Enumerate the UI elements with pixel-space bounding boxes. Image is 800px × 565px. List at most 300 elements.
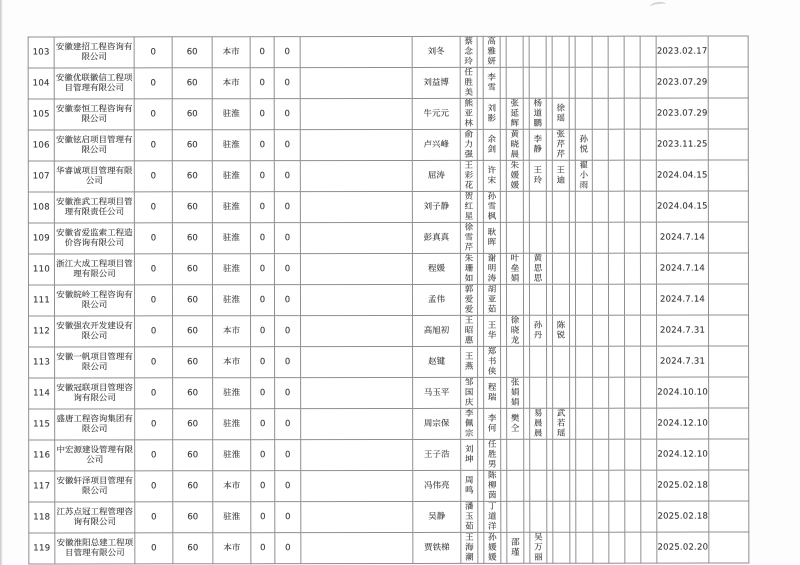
empty-name-cell bbox=[529, 36, 546, 67]
person-name-cell: 马玉平 bbox=[413, 377, 461, 408]
empty-name-cell bbox=[576, 377, 593, 408]
score-cell-3: 0 bbox=[250, 99, 274, 130]
empty-name-cell bbox=[553, 470, 570, 501]
empty-cell bbox=[608, 253, 624, 284]
company-name-cell: 安徽轩泽项目管理有限公司 bbox=[55, 471, 135, 502]
location-cell: 本市 bbox=[212, 37, 250, 68]
row-number-cell: 118 bbox=[29, 502, 55, 533]
score-cell-3: 0 bbox=[250, 161, 274, 192]
person-name-cell: 屈涛 bbox=[412, 160, 460, 191]
score-cell-1: 0 bbox=[134, 161, 172, 192]
vertical-name-cell: 蔡念玲 bbox=[460, 36, 477, 67]
empty-trailing-cell bbox=[708, 253, 748, 284]
table-row bbox=[28, 36, 748, 68]
vertical-name-cell: 许宋 bbox=[483, 160, 500, 191]
empty-cell bbox=[625, 470, 641, 501]
table-row bbox=[29, 315, 749, 347]
date-cell: 2024.7.14 bbox=[656, 284, 708, 315]
table-row bbox=[29, 408, 749, 440]
empty-cell bbox=[624, 160, 640, 191]
score-cell-2: 60 bbox=[172, 285, 212, 316]
location-cell: 本市 bbox=[212, 68, 250, 99]
score-cell-2: 60 bbox=[172, 130, 212, 161]
empty-name-cell bbox=[553, 346, 570, 377]
empty-name-cell bbox=[552, 191, 569, 222]
vertical-name-cell: 高雅妍 bbox=[483, 36, 500, 67]
score-cell-3: 0 bbox=[251, 471, 275, 502]
empty-wide-cell bbox=[301, 315, 413, 346]
empty-cell bbox=[640, 67, 656, 98]
score-cell-2: 60 bbox=[173, 471, 213, 502]
score-cell-2: 60 bbox=[172, 223, 212, 254]
score-cell-4: 0 bbox=[275, 502, 301, 533]
table-row bbox=[29, 532, 749, 564]
location-cell: 驻淮 bbox=[212, 99, 250, 130]
empty-trailing-cell bbox=[708, 284, 748, 315]
row-number-cell: 116 bbox=[29, 440, 55, 471]
empty-name-cell bbox=[575, 98, 592, 129]
row-number-cell: 119 bbox=[29, 533, 55, 564]
empty-cell bbox=[624, 284, 640, 315]
score-cell-1: 0 bbox=[135, 347, 173, 378]
score-cell-1: 0 bbox=[134, 68, 172, 99]
vertical-name-cell: 张延辉 bbox=[506, 98, 523, 129]
location-cell: 驻淮 bbox=[213, 502, 251, 533]
vertical-name-cell: 潘玉茹 bbox=[461, 501, 478, 532]
vertical-name-cell: 刘坤 bbox=[461, 439, 478, 470]
date-cell: 2023.07.29 bbox=[656, 67, 708, 98]
person-name-cell: 刘冬 bbox=[412, 36, 460, 67]
vertical-name-cell: 张娟娟 bbox=[507, 377, 524, 408]
empty-name-cell bbox=[553, 377, 570, 408]
empty-cell bbox=[640, 284, 656, 315]
empty-name-cell bbox=[507, 470, 524, 501]
person-name-cell: 刘益博 bbox=[412, 67, 460, 98]
empty-name-cell bbox=[507, 346, 524, 377]
empty-trailing-cell bbox=[709, 439, 749, 470]
score-cell-2: 60 bbox=[173, 378, 213, 409]
vertical-name-cell: 黄晓晨 bbox=[506, 129, 523, 160]
empty-cell bbox=[608, 129, 624, 160]
table-row bbox=[28, 222, 748, 254]
empty-name-cell bbox=[529, 222, 546, 253]
empty-trailing-cell bbox=[709, 315, 749, 346]
company-roster-table bbox=[28, 35, 750, 564]
date-cell: 2024.12.10 bbox=[657, 408, 709, 439]
row-number-cell: 105 bbox=[28, 99, 54, 130]
empty-cell bbox=[593, 439, 609, 470]
location-cell: 驻淮 bbox=[212, 285, 250, 316]
score-cell-1: 0 bbox=[135, 409, 173, 440]
empty-wide-cell bbox=[300, 129, 412, 160]
date-cell: 2025.02.18 bbox=[657, 501, 709, 532]
empty-cell bbox=[624, 36, 640, 67]
empty-cell bbox=[624, 98, 640, 129]
empty-name-cell bbox=[576, 408, 593, 439]
empty-name-cell bbox=[576, 470, 593, 501]
row-number-cell: 108 bbox=[28, 192, 54, 223]
empty-name-cell bbox=[576, 315, 593, 346]
empty-name-cell bbox=[552, 67, 569, 98]
empty-name-cell bbox=[507, 439, 524, 470]
empty-name-cell bbox=[575, 253, 592, 284]
vertical-name-cell: 邹国庆 bbox=[461, 377, 478, 408]
empty-cell bbox=[640, 160, 656, 191]
score-cell-3: 0 bbox=[251, 440, 275, 471]
vertical-name-cell: 王华 bbox=[484, 315, 501, 346]
location-cell: 驻淮 bbox=[212, 254, 250, 285]
vertical-name-cell: 耿晖 bbox=[483, 222, 500, 253]
vertical-name-cell: 刘影 bbox=[483, 98, 500, 129]
vertical-name-cell: 王玲 bbox=[529, 160, 546, 191]
empty-name-cell bbox=[576, 501, 593, 532]
row-number-cell: 106 bbox=[28, 130, 54, 161]
empty-trailing-cell bbox=[708, 222, 748, 253]
vertical-name-cell: 王昭惠 bbox=[461, 315, 478, 346]
empty-trailing-cell bbox=[709, 408, 749, 439]
empty-cell bbox=[640, 36, 656, 67]
person-name-cell: 彭真真 bbox=[412, 222, 460, 253]
location-cell: 驻淮 bbox=[212, 223, 250, 254]
empty-name-cell bbox=[576, 532, 593, 563]
score-cell-4: 0 bbox=[274, 68, 300, 99]
empty-name-cell bbox=[530, 346, 547, 377]
row-number-cell: 107 bbox=[28, 161, 54, 192]
empty-cell bbox=[592, 253, 608, 284]
person-name-cell: 周宗保 bbox=[413, 408, 461, 439]
company-name-cell: 安徽冠联项目管理咨询有限公司 bbox=[55, 378, 135, 409]
person-name-cell: 冯伟亮 bbox=[413, 470, 461, 501]
empty-cell bbox=[608, 222, 624, 253]
score-cell-4: 0 bbox=[274, 192, 300, 223]
empty-name-cell bbox=[552, 284, 569, 315]
empty-trailing-cell bbox=[708, 191, 748, 222]
score-cell-1: 0 bbox=[135, 378, 173, 409]
empty-cell bbox=[640, 191, 656, 222]
score-cell-2: 60 bbox=[172, 254, 212, 285]
score-cell-4: 0 bbox=[274, 130, 300, 161]
empty-cell bbox=[608, 67, 624, 98]
roster-table-container bbox=[28, 35, 750, 564]
score-cell-3: 0 bbox=[250, 285, 274, 316]
date-cell: 2024.7.31 bbox=[657, 315, 709, 346]
empty-cell bbox=[608, 284, 624, 315]
empty-cell bbox=[625, 408, 641, 439]
location-cell: 驻淮 bbox=[213, 440, 251, 471]
person-name-cell: 牛元元 bbox=[412, 98, 460, 129]
empty-name-cell bbox=[552, 253, 569, 284]
score-cell-3: 0 bbox=[251, 502, 275, 533]
date-cell: 2024.7.14 bbox=[656, 222, 708, 253]
empty-cell bbox=[593, 501, 609, 532]
empty-name-cell bbox=[575, 284, 592, 315]
person-name-cell: 赵键 bbox=[413, 346, 461, 377]
row-number-cell: 110 bbox=[28, 254, 54, 285]
row-number-cell: 111 bbox=[28, 285, 54, 316]
vertical-name-cell: 王海潮 bbox=[461, 532, 478, 563]
vertical-name-cell: 徐瑶 bbox=[552, 98, 569, 129]
empty-cell bbox=[609, 501, 625, 532]
row-number-cell: 117 bbox=[29, 471, 55, 502]
date-cell: 2024.12.10 bbox=[657, 439, 709, 470]
empty-name-cell bbox=[553, 501, 570, 532]
vertical-name-cell: 翟小雨 bbox=[575, 160, 592, 191]
score-cell-3: 0 bbox=[251, 378, 275, 409]
empty-cell bbox=[592, 129, 608, 160]
vertical-name-cell: 贺红星 bbox=[460, 191, 477, 222]
empty-name-cell bbox=[575, 222, 592, 253]
score-cell-3: 0 bbox=[250, 223, 274, 254]
empty-cell bbox=[641, 439, 657, 470]
empty-cell bbox=[609, 346, 625, 377]
vertical-name-cell: 李静 bbox=[529, 129, 546, 160]
score-cell-2: 60 bbox=[173, 533, 213, 564]
location-cell: 驻淮 bbox=[213, 378, 251, 409]
empty-wide-cell bbox=[301, 532, 413, 563]
empty-trailing-cell bbox=[709, 501, 749, 532]
vertical-name-cell: 俞力强 bbox=[460, 129, 477, 160]
score-cell-2: 60 bbox=[172, 99, 212, 130]
vertical-name-cell: 易晨晨 bbox=[530, 408, 547, 439]
score-cell-4: 0 bbox=[275, 316, 301, 347]
vertical-name-cell: 王迪 bbox=[552, 160, 569, 191]
empty-name-cell bbox=[530, 470, 547, 501]
company-name-cell: 安徽优联徽信工程项目管理有限公司 bbox=[54, 68, 134, 99]
empty-cell bbox=[624, 191, 640, 222]
row-number-cell: 113 bbox=[29, 347, 55, 378]
empty-name-cell bbox=[553, 532, 570, 563]
vertical-name-cell: 孙悦 bbox=[575, 129, 592, 160]
location-cell: 驻淮 bbox=[212, 161, 250, 192]
empty-name-cell bbox=[575, 191, 592, 222]
score-cell-3: 0 bbox=[250, 130, 274, 161]
empty-name-cell bbox=[506, 36, 523, 67]
score-cell-4: 0 bbox=[274, 37, 300, 68]
empty-cell bbox=[592, 284, 608, 315]
table-row bbox=[28, 129, 748, 161]
vertical-name-cell: 朱媛媛 bbox=[506, 160, 523, 191]
vertical-name-cell: 邵瑾 bbox=[507, 532, 524, 563]
date-cell: 2025.02.18 bbox=[657, 470, 709, 501]
empty-cell bbox=[641, 470, 657, 501]
vertical-name-cell: 陈柳茵 bbox=[484, 470, 501, 501]
empty-cell bbox=[593, 470, 609, 501]
table-row bbox=[29, 346, 749, 378]
score-cell-1: 0 bbox=[135, 440, 173, 471]
empty-cell bbox=[593, 315, 609, 346]
empty-cell bbox=[608, 98, 624, 129]
person-name-cell: 卢兴峰 bbox=[412, 129, 460, 160]
vertical-name-cell: 李何 bbox=[484, 408, 501, 439]
table-row bbox=[29, 470, 749, 502]
score-cell-3: 0 bbox=[250, 68, 274, 99]
vertical-name-cell: 胡亚茹 bbox=[483, 284, 500, 315]
score-cell-4: 0 bbox=[275, 471, 301, 502]
person-name-cell: 刘子静 bbox=[412, 191, 460, 222]
date-cell: 2025.02.20 bbox=[657, 532, 709, 563]
empty-name-cell bbox=[506, 284, 523, 315]
date-cell: 2023.07.29 bbox=[656, 98, 708, 129]
empty-cell bbox=[641, 501, 657, 532]
empty-name-cell bbox=[530, 377, 547, 408]
empty-cell bbox=[608, 36, 624, 67]
vertical-name-cell: 吴万丽 bbox=[530, 532, 547, 563]
empty-wide-cell bbox=[301, 346, 413, 377]
empty-wide-cell bbox=[301, 501, 413, 532]
empty-cell bbox=[609, 439, 625, 470]
company-name-cell: 中宏源建设管理有限 公司 bbox=[55, 440, 135, 471]
vertical-name-cell: 任胜美 bbox=[460, 67, 477, 98]
empty-cell bbox=[624, 253, 640, 284]
empty-name-cell bbox=[575, 67, 592, 98]
empty-wide-cell bbox=[300, 284, 412, 315]
empty-trailing-cell bbox=[708, 160, 748, 191]
company-name-cell: 安徽建招工程咨询有限公司 bbox=[54, 37, 134, 68]
vertical-name-cell: 樊仝 bbox=[507, 408, 524, 439]
vertical-name-cell: 朱珊如 bbox=[460, 253, 477, 284]
score-cell-4: 0 bbox=[275, 533, 301, 564]
empty-wide-cell bbox=[300, 222, 412, 253]
company-name-cell: 安徽省爱监索工程造价咨询有限公司 bbox=[54, 223, 134, 254]
score-cell-2: 60 bbox=[173, 409, 213, 440]
vertical-name-cell: 郑书侠 bbox=[484, 346, 501, 377]
empty-name-cell bbox=[552, 36, 569, 67]
person-name-cell: 贾铁梯 bbox=[413, 532, 461, 563]
empty-cell bbox=[609, 377, 625, 408]
table-row bbox=[29, 501, 749, 533]
score-cell-1: 0 bbox=[135, 502, 173, 533]
table-row bbox=[28, 98, 748, 130]
empty-name-cell bbox=[530, 439, 547, 470]
empty-cell bbox=[592, 222, 608, 253]
empty-name-cell bbox=[529, 67, 546, 98]
vertical-name-cell: 陈锐 bbox=[553, 315, 570, 346]
location-cell: 本市 bbox=[213, 316, 251, 347]
company-name-cell: 华睿诚项目管理有限公司 bbox=[54, 161, 134, 192]
location-cell: 本市 bbox=[213, 471, 251, 502]
company-name-cell: 盛唐工程咨询集团有限公司 bbox=[55, 409, 135, 440]
score-cell-3: 0 bbox=[251, 409, 275, 440]
empty-cell bbox=[640, 129, 656, 160]
empty-name-cell bbox=[506, 222, 523, 253]
empty-wide-cell bbox=[300, 98, 412, 129]
empty-cell bbox=[640, 253, 656, 284]
vertical-name-cell: 王燕 bbox=[461, 346, 478, 377]
empty-trailing-cell bbox=[708, 98, 748, 129]
empty-cell bbox=[625, 346, 641, 377]
empty-trailing-cell bbox=[709, 532, 749, 563]
date-cell: 2024.04.15 bbox=[656, 191, 708, 222]
empty-cell bbox=[609, 408, 625, 439]
score-cell-3: 0 bbox=[250, 192, 274, 223]
empty-cell bbox=[608, 191, 624, 222]
empty-trailing-cell bbox=[708, 129, 748, 160]
company-name-cell: 江苏点冠工程管理咨询有限公司 bbox=[55, 502, 135, 533]
vertical-name-cell: 叶垒娟 bbox=[506, 253, 523, 284]
date-cell: 2024.7.14 bbox=[656, 253, 708, 284]
empty-cell bbox=[592, 67, 608, 98]
empty-name-cell bbox=[506, 191, 523, 222]
score-cell-1: 0 bbox=[135, 471, 173, 502]
empty-cell bbox=[625, 501, 641, 532]
empty-wide-cell bbox=[301, 470, 413, 501]
empty-cell bbox=[592, 191, 608, 222]
vertical-name-cell: 郭爱爱 bbox=[460, 284, 477, 315]
score-cell-4: 0 bbox=[275, 378, 301, 409]
empty-cell bbox=[592, 98, 608, 129]
vertical-name-cell: 李佩宗 bbox=[461, 408, 478, 439]
empty-name-cell bbox=[576, 346, 593, 377]
empty-cell bbox=[640, 98, 656, 129]
vertical-name-cell: 熊亚林 bbox=[460, 98, 477, 129]
vertical-name-cell: 孙媛媛 bbox=[484, 532, 501, 563]
row-number-cell: 112 bbox=[29, 316, 55, 347]
empty-name-cell bbox=[575, 36, 592, 67]
empty-cell bbox=[625, 532, 641, 563]
score-cell-4: 0 bbox=[275, 440, 301, 471]
empty-trailing-cell bbox=[708, 67, 748, 98]
location-cell: 驻淮 bbox=[213, 409, 251, 440]
table-row bbox=[29, 377, 749, 409]
empty-name-cell bbox=[530, 501, 547, 532]
score-cell-1: 0 bbox=[135, 533, 173, 564]
score-cell-1: 0 bbox=[134, 192, 172, 223]
row-number-cell: 103 bbox=[28, 37, 54, 68]
empty-trailing-cell bbox=[708, 36, 748, 67]
score-cell-2: 60 bbox=[173, 316, 213, 347]
row-number-cell: 114 bbox=[29, 378, 55, 409]
score-cell-4: 0 bbox=[275, 347, 301, 378]
empty-wide-cell bbox=[301, 377, 413, 408]
empty-name-cell bbox=[529, 191, 546, 222]
company-table-body bbox=[28, 36, 749, 564]
date-cell: 2023.02.17 bbox=[656, 36, 708, 67]
score-cell-2: 60 bbox=[173, 347, 213, 378]
score-cell-2: 60 bbox=[172, 68, 212, 99]
score-cell-4: 0 bbox=[274, 161, 300, 192]
empty-cell bbox=[625, 315, 641, 346]
empty-cell bbox=[641, 408, 657, 439]
score-cell-4: 0 bbox=[274, 99, 300, 130]
score-cell-2: 60 bbox=[172, 192, 212, 223]
vertical-name-cell: 谢明涛 bbox=[483, 253, 500, 284]
vertical-name-cell: 杨道鹏 bbox=[529, 98, 546, 129]
empty-cell bbox=[593, 377, 609, 408]
score-cell-1: 0 bbox=[134, 130, 172, 161]
vertical-name-cell: 武若瑶 bbox=[553, 408, 570, 439]
score-cell-1: 0 bbox=[134, 254, 172, 285]
vertical-name-cell: 丁道洋 bbox=[484, 501, 501, 532]
scan-artifact-mark bbox=[650, 1, 667, 10]
vertical-name-cell: 任胜男 bbox=[484, 439, 501, 470]
vertical-name-cell: 徐雪芹 bbox=[460, 222, 477, 253]
empty-wide-cell bbox=[300, 191, 412, 222]
score-cell-2: 60 bbox=[173, 440, 213, 471]
empty-cell bbox=[625, 377, 641, 408]
vertical-name-cell: 孙丹 bbox=[530, 315, 547, 346]
score-cell-1: 0 bbox=[134, 223, 172, 254]
company-name-cell: 安徽泰恒工程咨询有限公司 bbox=[54, 99, 134, 130]
empty-trailing-cell bbox=[709, 346, 749, 377]
empty-cell bbox=[609, 470, 625, 501]
vertical-name-cell: 程瑞 bbox=[484, 377, 501, 408]
vertical-name-cell: 徐晓龙 bbox=[507, 315, 524, 346]
empty-cell bbox=[609, 315, 625, 346]
score-cell-1: 0 bbox=[134, 285, 172, 316]
empty-wide-cell bbox=[301, 439, 413, 470]
empty-name-cell bbox=[553, 439, 570, 470]
empty-cell bbox=[593, 532, 609, 563]
